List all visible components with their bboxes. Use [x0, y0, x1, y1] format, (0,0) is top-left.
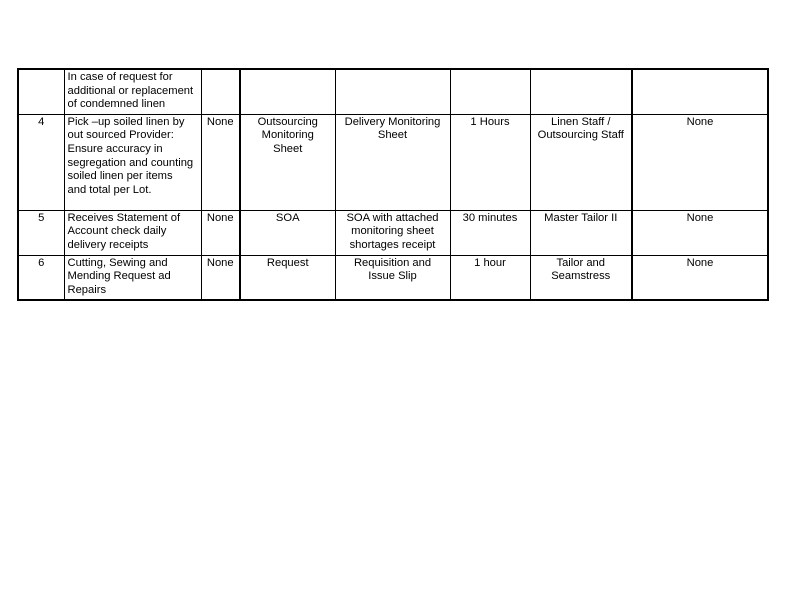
table-row: [18, 255, 768, 300]
step-number-cell: 5: [18, 210, 64, 255]
table-row: [18, 114, 768, 210]
procedure-table: [17, 68, 769, 301]
step-number-cell: 6: [18, 255, 64, 300]
forms-cell: Outsourcing Monitoring Sheet: [240, 114, 335, 210]
responsible-cell: [530, 69, 632, 114]
forms-cell: [240, 69, 335, 114]
fees-cell: [201, 69, 240, 114]
activity-cell: Receives Statement of Account check daily delivery receipts: [64, 210, 201, 255]
processing-time-cell: 30 minutes: [450, 210, 530, 255]
fees-cell: None: [201, 255, 240, 300]
table-row: [18, 69, 768, 114]
remarks-cell: None: [632, 255, 768, 300]
forms-cell: Request: [240, 255, 335, 300]
activity-cell: Pick –up soiled linen by out sourced Provider: Ensure accuracy in segregation and counting soiled linen per items and total per Lot.: [64, 114, 201, 210]
documents-cell: Requisition and Issue Slip: [335, 255, 450, 300]
documents-cell: [335, 69, 450, 114]
responsible-cell: Tailor and Seamstress: [530, 255, 632, 300]
forms-cell: SOA: [240, 210, 335, 255]
table-row: [18, 210, 768, 255]
remarks-cell: [632, 69, 768, 114]
documents-cell: SOA with attached monitoring sheet shortages receipt: [335, 210, 450, 255]
step-number-cell: 4: [18, 114, 64, 210]
activity-cell: In case of request for additional or replacement of condemned linen: [64, 69, 201, 114]
documents-cell: Delivery Monitoring Sheet: [335, 114, 450, 210]
fees-cell: None: [201, 210, 240, 255]
remarks-cell: None: [632, 114, 768, 210]
remarks-cell: None: [632, 210, 768, 255]
fees-cell: None: [201, 114, 240, 210]
processing-time-cell: 1 hour: [450, 255, 530, 300]
activity-cell: Cutting, Sewing and Mending Request ad Repairs: [64, 255, 201, 300]
responsible-cell: Master Tailor II: [530, 210, 632, 255]
responsible-cell: Linen Staff / Outsourcing Staff: [530, 114, 632, 210]
processing-time-cell: 1 Hours: [450, 114, 530, 210]
processing-time-cell: [450, 69, 530, 114]
step-number-cell: [18, 69, 64, 114]
